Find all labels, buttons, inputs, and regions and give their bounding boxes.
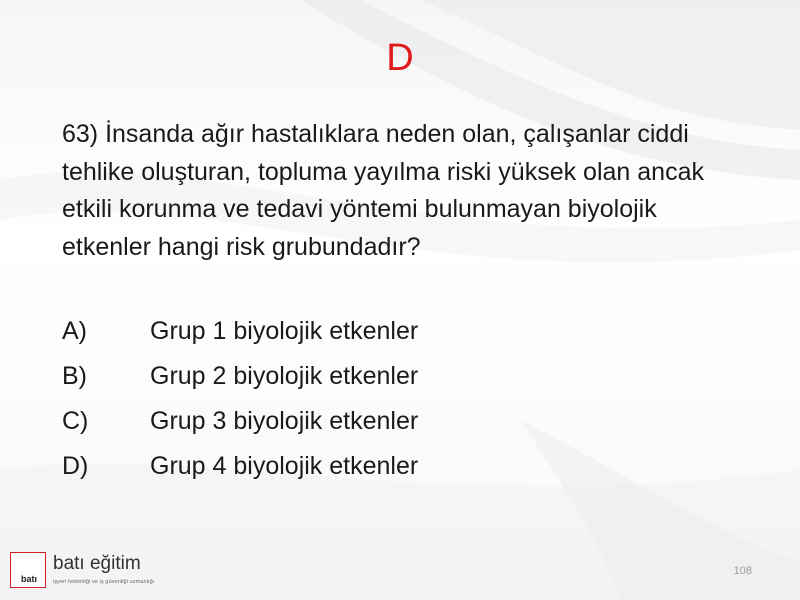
option-c (62, 399, 752, 444)
logo-mark-text: batı (20, 574, 37, 584)
option-d (62, 444, 752, 489)
option-a (62, 309, 752, 354)
logo-mark (10, 552, 46, 588)
option-b (62, 354, 752, 399)
option-letter: B) (62, 362, 87, 390)
option-letter: D) (62, 452, 89, 480)
option-text: Grup 4 biyolojik etkenler (150, 452, 419, 480)
logo-tagline: işyeri hekimliği ve iş güvenliği uzmanlığı (53, 579, 155, 585)
question-text: 63) İnsanda ağır hastalıklara neden olan, çalışanlar ciddi tehlike oluşturan, topluma yayılma riski yüksek olan ancak etkili korunma ve tedavi yöntemi bulunmayan biyolojik etkenler hangi risk grubundadır? (62, 120, 704, 261)
option-letter: C) (62, 407, 89, 435)
answer-options (62, 309, 752, 489)
slide-title: D (386, 37, 414, 79)
option-text: Grup 1 biyolojik etkenler (150, 317, 419, 345)
company-logo (10, 552, 180, 592)
logo-name: batı eğitim (53, 553, 141, 574)
option-text: Grup 2 biyolojik etkenler (150, 362, 419, 390)
option-text: Grup 3 biyolojik etkenler (150, 407, 419, 435)
option-letter: A) (62, 317, 87, 345)
page-number: 108 (733, 565, 752, 577)
